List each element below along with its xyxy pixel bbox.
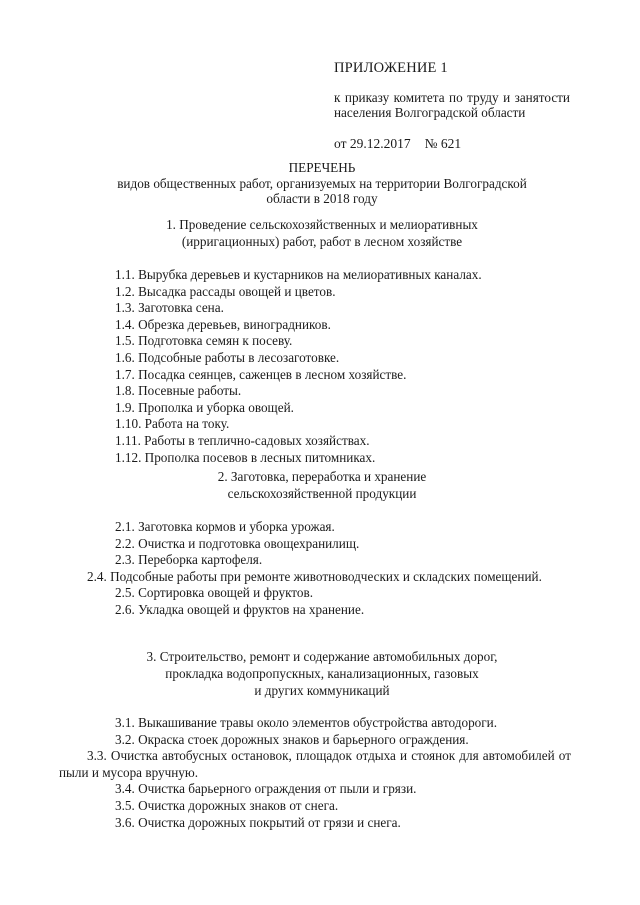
document-title — [60, 160, 584, 207]
heading-line: 2. Заготовка, переработка и хранение — [217, 469, 427, 484]
heading-line: (ирригационных) работ, работ в лесном хозяйстве — [181, 234, 463, 249]
list-item: 3.4. Очистка барьерного ограждения от пыли и грязи. — [115, 781, 417, 797]
list-item: 2.6. Укладка овощей и фруктов на хранение. — [115, 601, 365, 617]
list-item: 1.4. Обрезка деревьев, виноградников. — [115, 316, 331, 332]
section-1-list — [87, 267, 571, 466]
list-item: 2.4. Подсобные работы при ремонте животноводческих и складских помещений. — [87, 568, 542, 584]
heading-line: 1. Проведение сельскохозяйственных и мелиоративных — [166, 217, 478, 232]
list-item: 3.6. Очистка дорожных покрытий от грязи и снега. — [115, 814, 401, 830]
list-item: 1.5. Подготовка семян к посеву. — [115, 333, 293, 349]
list-item: 2.2. Очистка и подготовка овощехранилищ. — [115, 535, 360, 551]
heading-line: сельскохозяйственной продукции — [227, 486, 417, 501]
list-item: 1.10. Работа на току. — [115, 416, 230, 432]
title-line: ПЕРЕЧЕНЬ — [288, 160, 356, 175]
list-item: 1.12. Прополка посевов в лесных питомниках. — [115, 449, 376, 465]
list-item: 1.3. Заготовка сена. — [115, 300, 224, 316]
order-date: от 29.12.2017 — [334, 136, 411, 151]
section-2-list — [87, 519, 571, 619]
heading-line: 3. Строительство, ремонт и содержание автомобильных дорог, — [146, 649, 498, 664]
list-item: 2.5. Сортировка овощей и фруктов. — [115, 585, 314, 601]
list-item: 2.3. Переборка картофеля. — [115, 552, 263, 568]
list-item: 1.1. Вырубка деревьев и кустарников на мелиоративных каналах. — [115, 267, 482, 282]
title-line: видов общественных работ, организуемых на территории Волгоградской — [117, 175, 527, 191]
order-number: № 621 — [424, 136, 462, 151]
section-3-list — [59, 715, 571, 831]
heading-line: прокладка водопропускных, канализационных, газовых — [165, 666, 479, 681]
title-line: области в 2018 году — [266, 191, 378, 206]
order-reference: к приказу комитета по труду и занятости населения Волгоградской области — [334, 90, 570, 120]
order-date-line — [334, 136, 570, 153]
list-item: 2.1. Заготовка кормов и уборка урожая. — [115, 519, 335, 534]
list-item: 1.2. Высадка рассады овощей и цветов. — [115, 283, 336, 299]
list-item: 1.8. Посевные работы. — [115, 383, 242, 399]
section-heading-2 — [60, 468, 584, 502]
appendix-title: ПРИЛОЖЕНИЕ 1 — [334, 60, 448, 76]
list-item: 3.1. Выкашивание травы около элементов обустройства автодороги. — [115, 715, 498, 730]
list-item: 1.6. Подсобные работы в лесозаготовке. — [115, 349, 340, 365]
list-item: 1.9. Прополка и уборка овощей. — [115, 399, 294, 415]
heading-line: и других коммуникаций — [254, 683, 390, 698]
section-heading-3 — [60, 648, 584, 699]
list-item: 1.11. Работы в теплично-садовых хозяйствах. — [115, 432, 370, 448]
list-item: 3.5. Очистка дорожных знаков от снега. — [115, 797, 339, 813]
list-item: 3.3. Очистка автобусных остановок, площадок отдыха и стоянок для автомобилей от пыли и мусора вручную. — [59, 748, 571, 780]
section-heading-1 — [60, 216, 584, 250]
list-item: 1.7. Посадка сеянцев, саженцев в лесном хозяйстве. — [115, 366, 407, 382]
list-item: 3.2. Окраска стоек дорожных знаков и барьерного ограждения. — [115, 731, 469, 747]
